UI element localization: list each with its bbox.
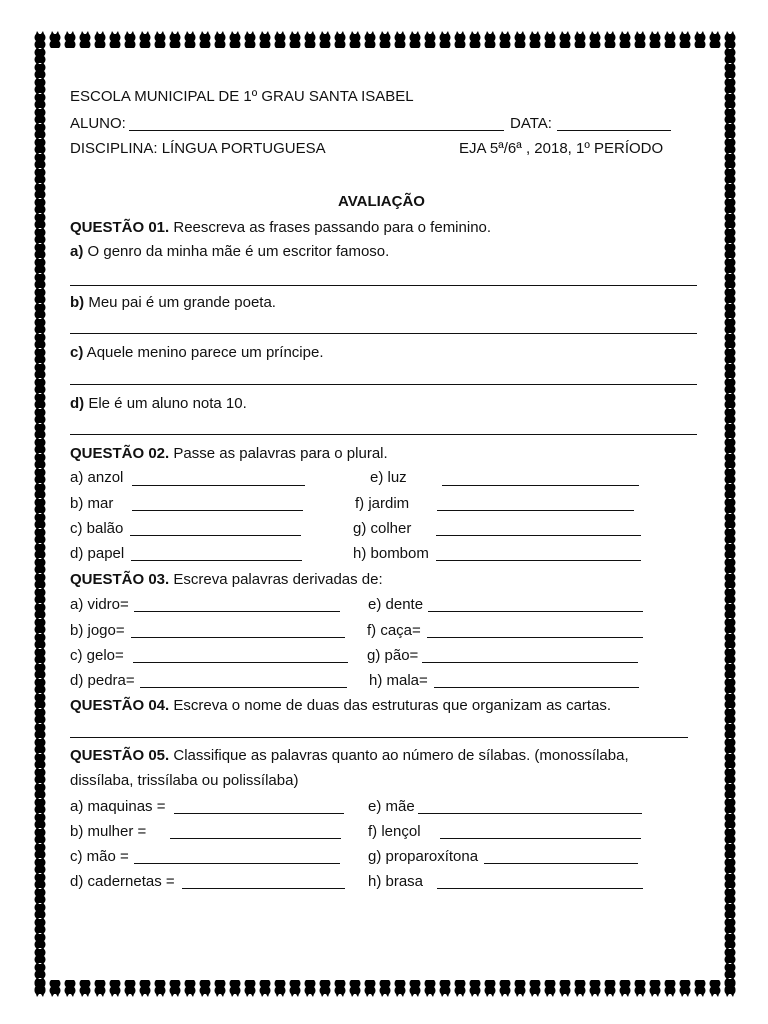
answer-line-5b[interactable] bbox=[170, 838, 341, 839]
cat-icon bbox=[65, 31, 76, 48]
cat-icon bbox=[710, 980, 721, 997]
cat-icon bbox=[725, 526, 736, 543]
cat-icon bbox=[95, 31, 106, 48]
cat-icon bbox=[305, 980, 316, 997]
answer-line-2d[interactable] bbox=[131, 560, 302, 561]
cat-icon bbox=[590, 980, 601, 997]
q2-item-e: e) luz bbox=[370, 469, 407, 486]
cat-icon bbox=[620, 31, 631, 48]
cat-icon bbox=[470, 31, 481, 48]
answer-line-5d[interactable] bbox=[182, 888, 345, 889]
cat-icon bbox=[170, 980, 181, 997]
cat-icon bbox=[725, 286, 736, 303]
cat-icon bbox=[35, 976, 46, 993]
cat-icon bbox=[725, 646, 736, 663]
cat-icon bbox=[245, 980, 256, 997]
cat-icon bbox=[560, 980, 571, 997]
cat-icon bbox=[65, 980, 76, 997]
answer-line-2e[interactable] bbox=[442, 485, 639, 486]
question-1-heading: QUESTÃO 01. Reescreva as frases passando para o feminino. bbox=[70, 219, 492, 236]
answer-line-3e[interactable] bbox=[428, 611, 643, 612]
cat-icon bbox=[725, 46, 736, 63]
cat-icon bbox=[230, 980, 241, 997]
cat-icon bbox=[35, 751, 46, 768]
cat-icon bbox=[35, 226, 46, 243]
cat-icon bbox=[605, 31, 616, 48]
answer-line-2h[interactable] bbox=[436, 560, 641, 561]
cat-icon bbox=[725, 196, 736, 213]
cat-icon bbox=[170, 31, 181, 48]
cat-icon bbox=[320, 980, 331, 997]
cat-icon bbox=[155, 31, 166, 48]
cat-icon bbox=[725, 331, 736, 348]
cat-icon bbox=[725, 931, 736, 948]
cat-icon bbox=[35, 676, 46, 693]
date-label: DATA: bbox=[510, 115, 552, 132]
cat-icon bbox=[125, 980, 136, 997]
q2-item-f: f) jardim bbox=[355, 495, 410, 512]
cat-icon bbox=[680, 31, 691, 48]
cat-icon bbox=[35, 781, 46, 798]
q5-item-b: b) mulher = bbox=[70, 823, 147, 840]
cat-icon bbox=[680, 980, 691, 997]
cat-icon bbox=[95, 980, 106, 997]
cat-icon bbox=[410, 980, 421, 997]
cat-icon bbox=[155, 980, 166, 997]
cat-icon bbox=[275, 980, 286, 997]
cat-icon bbox=[110, 31, 121, 48]
cat-icon bbox=[725, 226, 736, 243]
cat-icon bbox=[35, 136, 46, 153]
answer-line-1d[interactable] bbox=[70, 434, 697, 435]
cat-icon bbox=[725, 676, 736, 693]
cat-icon bbox=[35, 76, 46, 93]
answer-line-4[interactable] bbox=[70, 737, 688, 738]
cat-icon bbox=[35, 826, 46, 843]
cat-icon bbox=[725, 871, 736, 888]
cat-icon bbox=[425, 31, 436, 48]
cat-icon bbox=[35, 496, 46, 513]
question-1-item-c: c) Aquele menino parece um príncipe. bbox=[70, 344, 324, 361]
cat-icon bbox=[365, 980, 376, 997]
cat-icon bbox=[275, 31, 286, 48]
question-2-heading: QUESTÃO 02. Passe as palavras para o plural. bbox=[70, 445, 388, 462]
cat-icon bbox=[140, 980, 151, 997]
cat-icon bbox=[35, 481, 46, 498]
answer-line-5g[interactable] bbox=[484, 863, 638, 864]
cat-icon bbox=[350, 31, 361, 48]
cat-icon bbox=[515, 980, 526, 997]
cat-icon bbox=[35, 466, 46, 483]
q5-item-e: e) mãe bbox=[368, 798, 415, 815]
cat-icon bbox=[725, 556, 736, 573]
cat-icon bbox=[725, 976, 736, 993]
answer-line-3f[interactable] bbox=[427, 637, 643, 638]
cat-icon bbox=[35, 211, 46, 228]
cat-icon bbox=[725, 781, 736, 798]
cat-icon bbox=[725, 121, 736, 138]
answer-line-3b[interactable] bbox=[131, 637, 345, 638]
cat-icon bbox=[530, 31, 541, 48]
cat-icon bbox=[50, 980, 61, 997]
cat-icon bbox=[725, 481, 736, 498]
cat-icon bbox=[35, 556, 46, 573]
cat-icon bbox=[455, 31, 466, 48]
cat-icon bbox=[725, 301, 736, 318]
cat-icon bbox=[665, 980, 676, 997]
answer-line-5e[interactable] bbox=[418, 813, 642, 814]
date-field[interactable] bbox=[557, 130, 671, 131]
cat-icon bbox=[590, 31, 601, 48]
cat-icon bbox=[35, 871, 46, 888]
q5-item-f: f) lençol bbox=[368, 823, 421, 840]
q2-item-g: g) colher bbox=[353, 520, 412, 537]
cat-icon bbox=[35, 646, 46, 663]
cat-icon bbox=[35, 586, 46, 603]
cat-icon bbox=[35, 961, 46, 978]
question-1-item-d: d) Ele é um aluno nota 10. bbox=[70, 395, 247, 412]
cat-icon bbox=[335, 980, 346, 997]
cat-icon bbox=[35, 301, 46, 318]
cat-icon bbox=[725, 766, 736, 783]
cat-icon bbox=[35, 616, 46, 633]
cat-icon bbox=[35, 361, 46, 378]
cat-icon bbox=[200, 31, 211, 48]
cat-icon bbox=[710, 31, 721, 48]
cat-icon bbox=[305, 31, 316, 48]
cat-icon bbox=[290, 31, 301, 48]
cat-icon bbox=[605, 980, 616, 997]
cat-icon bbox=[650, 31, 661, 48]
page-title: AVALIAÇÃO bbox=[338, 193, 425, 210]
cat-icon bbox=[35, 121, 46, 138]
cat-icon bbox=[725, 826, 736, 843]
cat-icon bbox=[695, 31, 706, 48]
q3-item-f: f) caça= bbox=[367, 622, 421, 639]
answer-line-3d[interactable] bbox=[140, 687, 347, 688]
cat-icon bbox=[125, 31, 136, 48]
cat-icon bbox=[260, 980, 271, 997]
q5-item-a: a) maquinas = bbox=[70, 798, 166, 815]
cat-icon bbox=[35, 31, 46, 48]
cat-icon bbox=[35, 796, 46, 813]
cat-icon bbox=[455, 980, 466, 997]
cat-icon bbox=[35, 661, 46, 678]
cat-icon bbox=[35, 376, 46, 393]
cat-icon bbox=[575, 31, 586, 48]
cat-icon bbox=[725, 721, 736, 738]
q3-item-d: d) pedra= bbox=[70, 672, 135, 689]
cat-icon bbox=[140, 31, 151, 48]
answer-line-2b[interactable] bbox=[132, 510, 303, 511]
q3-item-g: g) pão= bbox=[367, 647, 419, 664]
cat-icon bbox=[725, 961, 736, 978]
cat-icon bbox=[725, 76, 736, 93]
cat-icon bbox=[185, 980, 196, 997]
answer-line-3c[interactable] bbox=[133, 662, 348, 663]
cat-icon bbox=[35, 691, 46, 708]
cat-icon bbox=[35, 166, 46, 183]
cat-icon bbox=[35, 451, 46, 468]
cat-icon bbox=[725, 211, 736, 228]
cat-icon bbox=[560, 31, 571, 48]
cat-icon bbox=[35, 436, 46, 453]
q5-item-d: d) cadernetas = bbox=[70, 873, 175, 890]
cat-icon bbox=[725, 136, 736, 153]
cat-icon bbox=[35, 980, 46, 997]
cat-icon bbox=[725, 841, 736, 858]
cat-icon bbox=[35, 346, 46, 363]
cat-icon bbox=[725, 736, 736, 753]
cat-icon bbox=[185, 31, 196, 48]
q3-item-h: h) mala= bbox=[369, 672, 428, 689]
cat-icon bbox=[620, 980, 631, 997]
cat-icon bbox=[380, 980, 391, 997]
cat-icon bbox=[725, 361, 736, 378]
cat-icon bbox=[500, 31, 511, 48]
cat-icon bbox=[80, 31, 91, 48]
cat-icon bbox=[260, 31, 271, 48]
q2-item-d: d) papel bbox=[70, 545, 125, 562]
cat-icon bbox=[425, 980, 436, 997]
cat-icon bbox=[80, 980, 91, 997]
answer-line-5c[interactable] bbox=[134, 863, 340, 864]
cat-icon bbox=[35, 766, 46, 783]
cat-icon bbox=[725, 61, 736, 78]
question-3-heading: QUESTÃO 03. Escreva palavras derivadas de: bbox=[70, 571, 383, 588]
cat-icon bbox=[470, 980, 481, 997]
cat-icon bbox=[725, 586, 736, 603]
cat-icon bbox=[35, 91, 46, 108]
cat-icon bbox=[365, 31, 376, 48]
cat-icon bbox=[725, 886, 736, 903]
cat-icon bbox=[395, 980, 406, 997]
cat-icon bbox=[725, 496, 736, 513]
cat-icon bbox=[290, 980, 301, 997]
cat-icon bbox=[35, 331, 46, 348]
cat-icon bbox=[725, 31, 736, 48]
answer-line-3h[interactable] bbox=[434, 687, 639, 688]
cat-icon bbox=[35, 391, 46, 408]
cat-icon bbox=[35, 421, 46, 438]
cat-icon bbox=[725, 616, 736, 633]
answer-line-5f[interactable] bbox=[440, 838, 641, 839]
student-name-field[interactable] bbox=[129, 130, 504, 131]
cat-icon bbox=[725, 901, 736, 918]
cat-icon bbox=[35, 526, 46, 543]
cat-icon bbox=[725, 406, 736, 423]
cat-icon bbox=[500, 980, 511, 997]
cat-icon bbox=[35, 601, 46, 618]
answer-line-5a[interactable] bbox=[174, 813, 344, 814]
cat-icon bbox=[545, 980, 556, 997]
q2-item-b: b) mar bbox=[70, 495, 114, 512]
cat-icon bbox=[725, 391, 736, 408]
cat-icon bbox=[665, 31, 676, 48]
q5-item-g: g) proparoxítona bbox=[368, 848, 479, 865]
cat-icon bbox=[35, 631, 46, 648]
cat-icon bbox=[530, 980, 541, 997]
cat-icon bbox=[35, 181, 46, 198]
q3-item-e: e) dente bbox=[368, 596, 424, 613]
cat-icon bbox=[725, 166, 736, 183]
cat-icon bbox=[35, 856, 46, 873]
cat-icon bbox=[35, 541, 46, 558]
cat-icon bbox=[440, 31, 451, 48]
answer-line-2f[interactable] bbox=[437, 510, 634, 511]
q3-item-c: c) gelo= bbox=[70, 647, 124, 664]
cat-icon bbox=[410, 31, 421, 48]
q5-item-h: h) brasa bbox=[368, 873, 424, 890]
cat-icon bbox=[320, 31, 331, 48]
cat-icon bbox=[35, 406, 46, 423]
cat-icon bbox=[35, 946, 46, 963]
cat-icon bbox=[35, 271, 46, 288]
cat-icon bbox=[725, 541, 736, 558]
cat-icon bbox=[35, 61, 46, 78]
cat-icon bbox=[635, 980, 646, 997]
cat-icon bbox=[725, 151, 736, 168]
cat-icon bbox=[725, 421, 736, 438]
cat-icon bbox=[485, 31, 496, 48]
cat-icon bbox=[35, 511, 46, 528]
cat-icon bbox=[725, 916, 736, 933]
q3-item-a: a) vidro= bbox=[70, 596, 129, 613]
answer-line-1a[interactable] bbox=[70, 285, 697, 286]
cat-icon bbox=[725, 451, 736, 468]
cat-icon bbox=[725, 946, 736, 963]
answer-line-3g[interactable] bbox=[422, 662, 638, 663]
q2-item-a: a) anzol bbox=[70, 469, 124, 486]
cat-icon bbox=[215, 31, 226, 48]
question-5-heading: QUESTÃO 05. Classifique as palavras quanto ao número de sílabas. (monossílaba, bbox=[70, 747, 629, 764]
answer-line-2g[interactable] bbox=[436, 535, 641, 536]
cat-icon bbox=[35, 886, 46, 903]
q2-item-c: c) balão bbox=[70, 520, 124, 537]
class-period-label: EJA 5ª/6ª , 2018, 1º PERÍODO bbox=[459, 140, 664, 157]
cat-icon bbox=[50, 31, 61, 48]
cat-icon bbox=[725, 466, 736, 483]
q2-item-h: h) bombom bbox=[353, 545, 429, 562]
cat-icon bbox=[725, 256, 736, 273]
cat-icon bbox=[725, 376, 736, 393]
cat-icon bbox=[35, 256, 46, 273]
cat-icon bbox=[230, 31, 241, 48]
cat-icon bbox=[725, 811, 736, 828]
cat-icon bbox=[725, 706, 736, 723]
cat-icon bbox=[35, 931, 46, 948]
cat-icon bbox=[35, 241, 46, 258]
question-1-item-a: a) O genro da minha mãe é um escritor famoso. bbox=[70, 243, 390, 260]
answer-line-3a[interactable] bbox=[134, 611, 340, 612]
cat-icon bbox=[725, 796, 736, 813]
cat-icon bbox=[35, 736, 46, 753]
cat-icon bbox=[395, 31, 406, 48]
cat-icon bbox=[215, 980, 226, 997]
student-name-label: ALUNO: bbox=[70, 115, 126, 132]
cat-icon bbox=[35, 841, 46, 858]
cat-icon bbox=[35, 571, 46, 588]
cat-icon bbox=[515, 31, 526, 48]
answer-line-5h[interactable] bbox=[437, 888, 643, 889]
cat-icon bbox=[725, 316, 736, 333]
question-5-heading-cont: dissílaba, trissílaba ou polissílaba) bbox=[70, 772, 299, 789]
cat-icon bbox=[725, 691, 736, 708]
answer-line-2a[interactable] bbox=[132, 485, 305, 486]
cat-icon bbox=[440, 980, 451, 997]
cat-icon bbox=[725, 980, 736, 997]
cat-icon bbox=[335, 31, 346, 48]
cat-icon bbox=[725, 571, 736, 588]
cat-icon bbox=[35, 151, 46, 168]
cat-icon bbox=[485, 980, 496, 997]
cat-icon bbox=[35, 721, 46, 738]
cat-icon bbox=[35, 316, 46, 333]
cat-icon bbox=[35, 106, 46, 123]
cat-icon bbox=[725, 751, 736, 768]
cat-icon bbox=[35, 901, 46, 918]
cat-icon bbox=[200, 980, 211, 997]
q3-item-b: b) jogo= bbox=[70, 622, 125, 639]
cat-icon bbox=[725, 241, 736, 258]
cat-icon bbox=[725, 181, 736, 198]
cat-icon bbox=[575, 980, 586, 997]
cat-icon bbox=[35, 706, 46, 723]
cat-icon bbox=[650, 980, 661, 997]
answer-line-1b[interactable] bbox=[70, 333, 697, 334]
cat-icon bbox=[695, 980, 706, 997]
question-1-item-b: b) Meu pai é um grande poeta. bbox=[70, 294, 276, 311]
school-name: ESCOLA MUNICIPAL DE 1º GRAU SANTA ISABEL bbox=[70, 88, 414, 105]
cat-icon bbox=[725, 601, 736, 618]
cat-icon bbox=[725, 91, 736, 108]
cat-icon bbox=[35, 286, 46, 303]
cat-icon bbox=[35, 916, 46, 933]
question-4-heading: QUESTÃO 04. Escreva o nome de duas das estruturas que organizam as cartas. bbox=[70, 697, 612, 714]
cat-icon bbox=[725, 436, 736, 453]
q5-item-c: c) mão = bbox=[70, 848, 129, 865]
cat-icon bbox=[245, 31, 256, 48]
answer-line-2c[interactable] bbox=[130, 535, 301, 536]
cat-icon bbox=[35, 46, 46, 63]
cat-icon bbox=[35, 811, 46, 828]
cat-icon bbox=[635, 31, 646, 48]
cat-icon bbox=[380, 31, 391, 48]
answer-line-1c[interactable] bbox=[70, 384, 697, 385]
cat-icon bbox=[35, 196, 46, 213]
cat-icon bbox=[110, 980, 121, 997]
cat-icon bbox=[725, 271, 736, 288]
cat-icon bbox=[725, 511, 736, 528]
subject-label: DISCIPLINA: LÍNGUA PORTUGUESA bbox=[70, 140, 326, 157]
cat-icon bbox=[725, 346, 736, 363]
cat-icon bbox=[545, 31, 556, 48]
cat-icon bbox=[725, 856, 736, 873]
cat-icon bbox=[725, 661, 736, 678]
cat-icon bbox=[350, 980, 361, 997]
cat-icon bbox=[725, 631, 736, 648]
cat-icon bbox=[725, 106, 736, 123]
